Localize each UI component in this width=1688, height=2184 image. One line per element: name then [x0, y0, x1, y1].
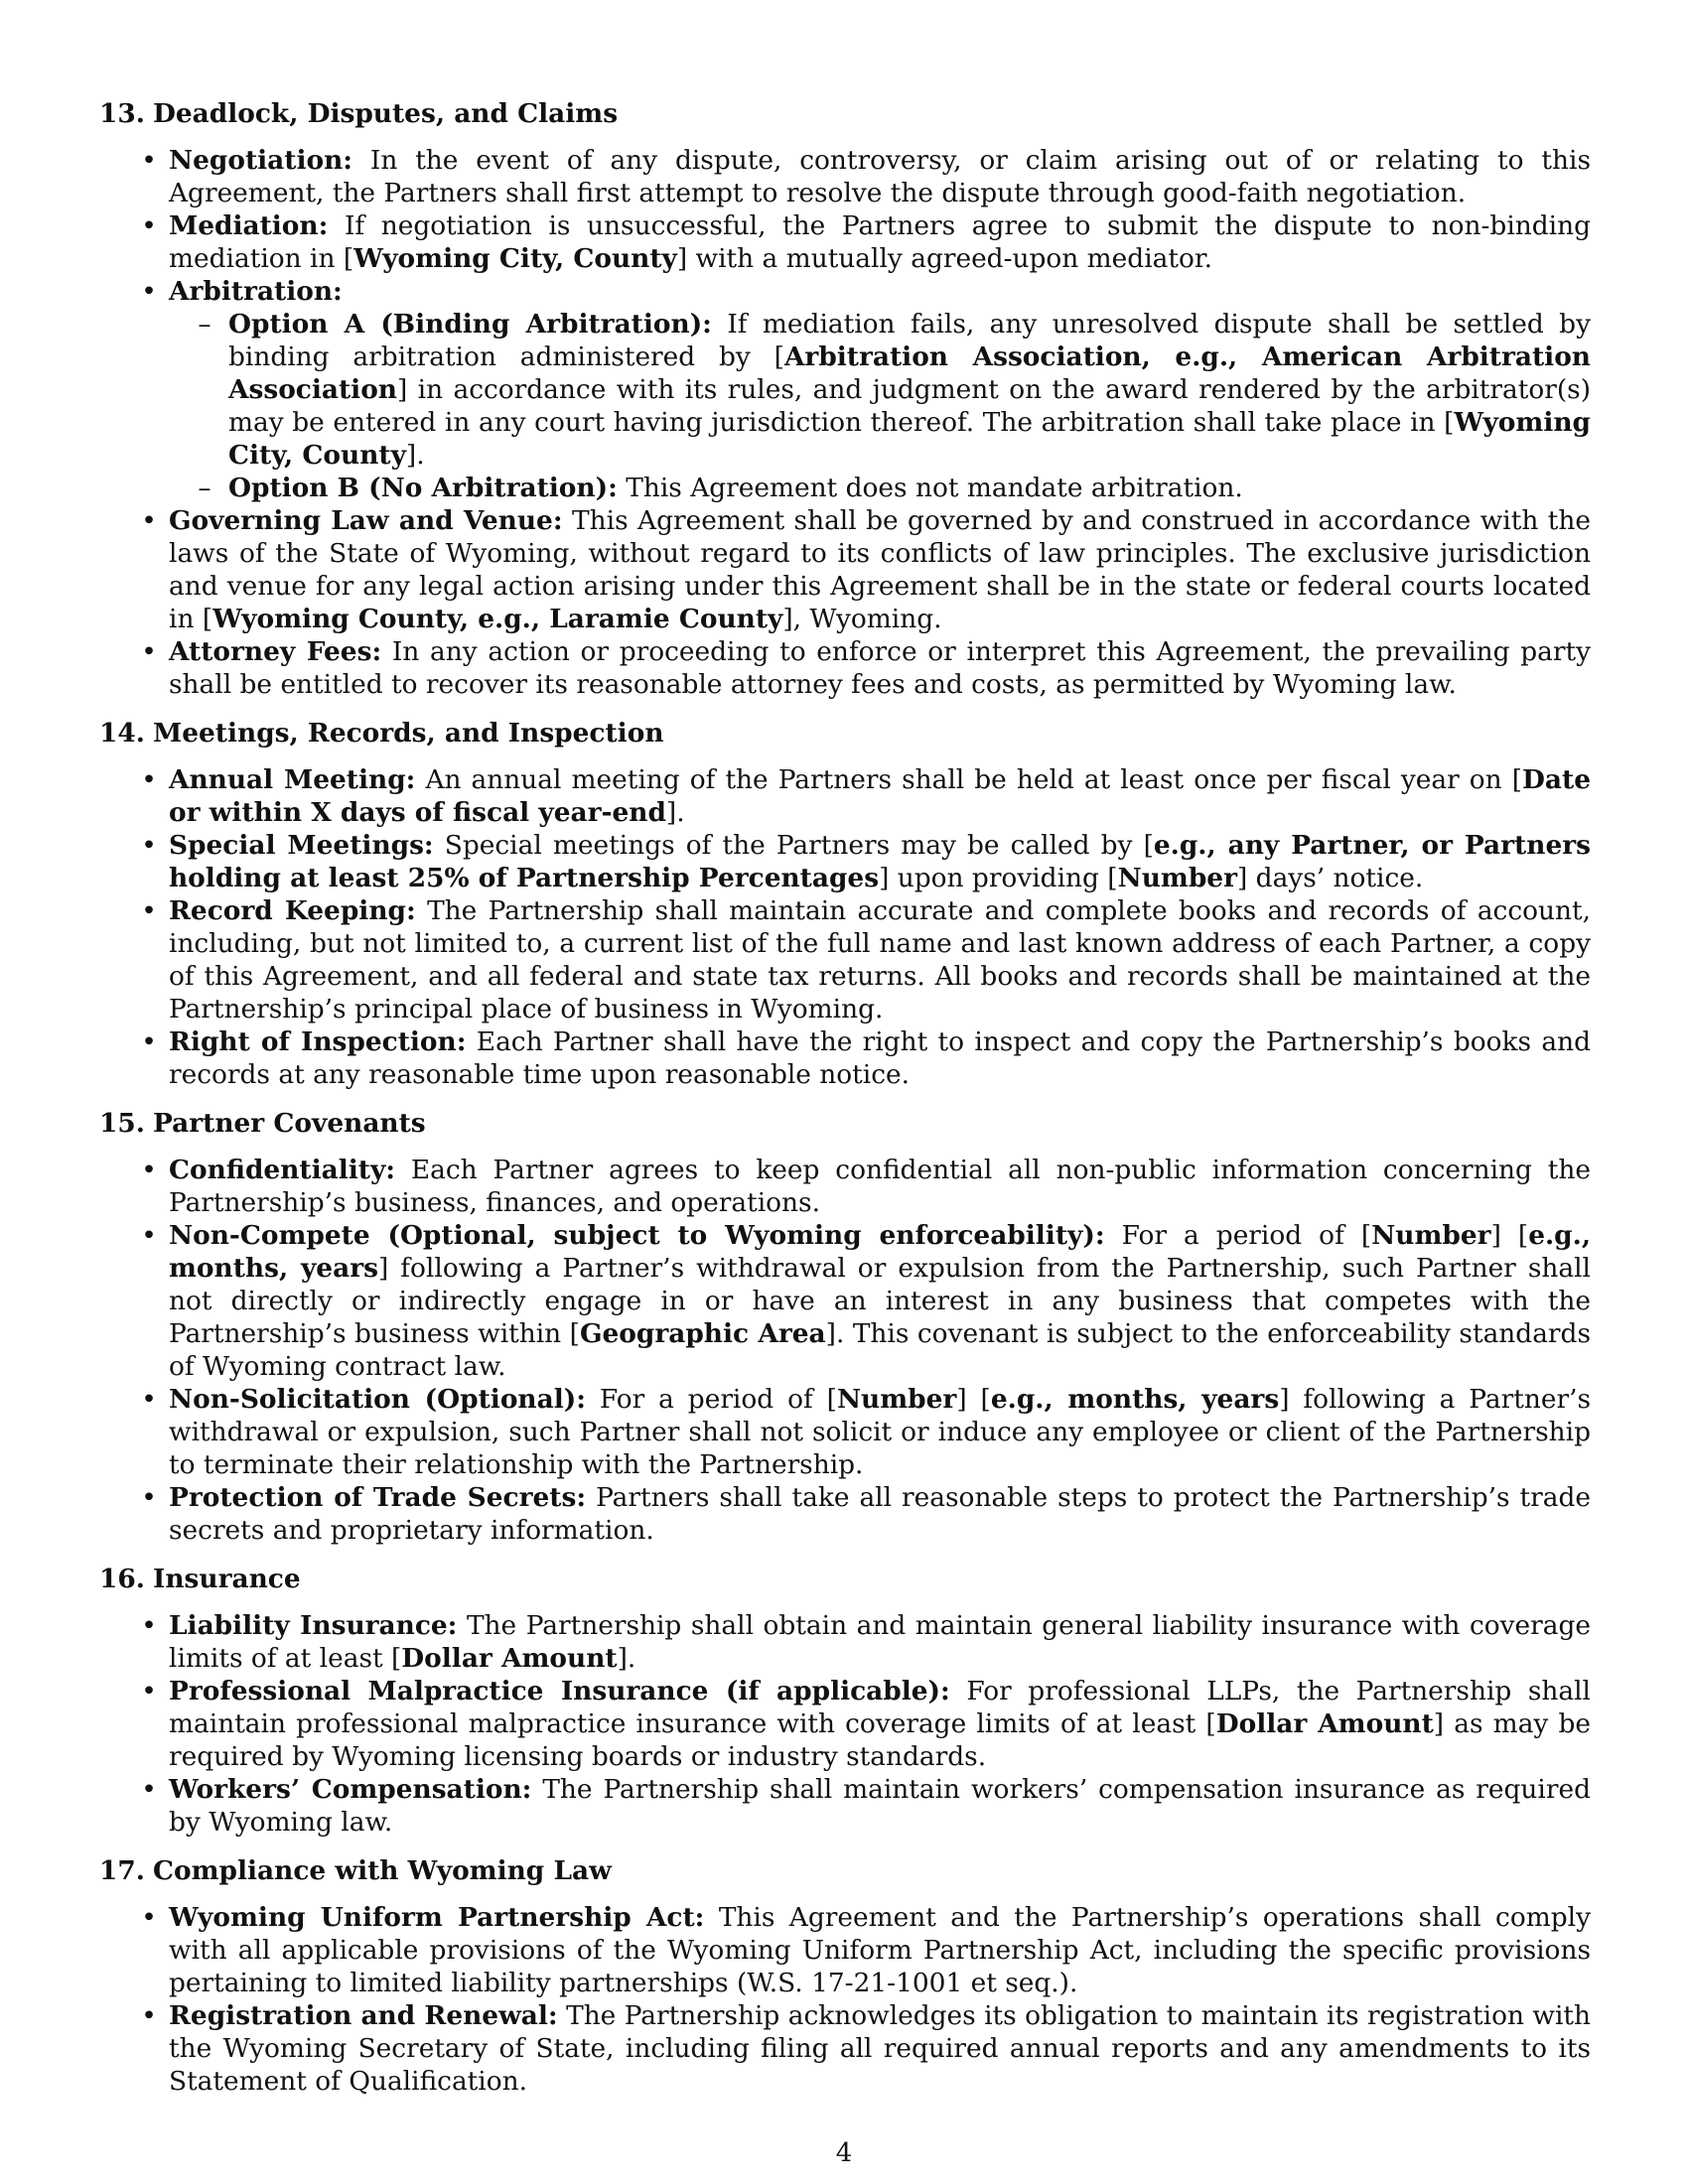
bold-text: Annual Meeting: — [169, 764, 416, 795]
list-item — [99, 1481, 1591, 1547]
section-title: Insurance — [153, 1564, 301, 1594]
text-run: The Partnership shall maintain accurate and complete books and records of account, including, but not limited to, a current list of the full name and last known address of each Partner, a copy of this Agreement, and all federal and state tax returns. All books and records shall be maintained at the Partnership’s principal place of business in Wyoming. — [169, 895, 1591, 1024]
text-run: The Partnership acknowledges its obligation to maintain its registration with the Wyoming Secretary of State, including filing all required annual reports and any amendments to its Statement of Qualification. — [169, 2000, 1591, 2097]
bullet-icon: • — [141, 145, 157, 176]
bullet-list — [99, 1609, 1591, 1839]
bold-text: Geographic Area — [579, 1318, 826, 1349]
text-run: ] upon providing [ — [879, 863, 1118, 893]
bullet-icon: • — [141, 895, 157, 926]
section-15 — [99, 1107, 1591, 1547]
sub-list — [169, 308, 1591, 504]
section-heading — [99, 1854, 1591, 1887]
text-run: ]. This covenant is subject to the enforceability standards of Wyoming contract law. — [169, 1318, 1591, 1382]
bold-text: Special Meetings: — [169, 830, 434, 861]
bold-text: Right of Inspection: — [169, 1026, 467, 1057]
text-run: ] [ — [1490, 1220, 1529, 1251]
text-run: ]. — [617, 1643, 636, 1674]
text-run: ] following a Partner’s withdrawal or expulsion, such Partner shall not solicit or induce any employee or client of the Partnership to terminate their relationship with the Partnership. — [169, 1384, 1591, 1480]
text-run: ] [ — [956, 1384, 991, 1415]
section-16 — [99, 1563, 1591, 1839]
list-item — [99, 1383, 1591, 1481]
text-run: ] in accordance with its rules, and judgment on the award rendered by the arbitrator(s) may be entered in any court having jurisdiction thereof. The arbitration shall take place in [ — [228, 374, 1591, 438]
bullet-icon: • — [141, 1384, 157, 1415]
bold-text: Workers’ Compensation: — [169, 1774, 532, 1805]
list-item — [99, 144, 1591, 209]
bold-text: Dollar Amount — [1215, 1708, 1434, 1739]
bold-text: Number — [1371, 1220, 1491, 1251]
bullet-icon: • — [141, 830, 157, 861]
document-body — [99, 97, 1591, 2114]
section-heading — [99, 1107, 1591, 1140]
bold-text: Confidentiality: — [169, 1155, 396, 1185]
list-item — [99, 1154, 1591, 1219]
text-run: ]. — [405, 440, 425, 471]
list-item — [99, 829, 1591, 894]
text-run: ], Wyoming. — [782, 604, 942, 634]
sub-list-item — [169, 472, 1591, 504]
bold-text: Option B (No Arbitration): — [228, 473, 618, 503]
section-heading — [99, 97, 1591, 130]
text-run: This Agreement does not mandate arbitration. — [617, 473, 1243, 503]
text-run: Each Partner shall have the right to inspect and copy the Partnership’s books and records at any reasonable time upon reasonable notice. — [169, 1026, 1591, 1090]
text-run: ] days’ notice. — [1236, 863, 1424, 893]
list-item — [99, 635, 1591, 701]
list-item — [99, 209, 1591, 275]
bold-text: Arbitration Association, e.g., American Arbitration Association — [228, 341, 1591, 405]
bullet-icon: • — [141, 1155, 157, 1185]
bold-text: Liability Insurance: — [169, 1610, 458, 1641]
text-run: For a period of [ — [585, 1384, 837, 1415]
list-item — [99, 1773, 1591, 1839]
text-run: ] with a mutually agreed-upon mediator. — [676, 243, 1212, 274]
bullet-icon: • — [141, 210, 157, 241]
sub-list-item — [169, 308, 1591, 472]
section-number: 13. — [99, 98, 145, 129]
section-heading — [99, 1563, 1591, 1595]
list-item — [99, 894, 1591, 1025]
bullet-icon: • — [141, 1774, 157, 1805]
bullet-list — [99, 1901, 1591, 2098]
text-run: ]. — [665, 797, 685, 828]
bullet-list — [99, 1154, 1591, 1547]
list-item — [99, 275, 1591, 504]
bold-text: e.g., any Partner, or Partners holding at least 25% of Partnership Percentages — [169, 830, 1591, 893]
list-item — [99, 1901, 1591, 1999]
section-13 — [99, 97, 1591, 701]
section-number: 17. — [99, 1855, 145, 1886]
list-item — [99, 1675, 1591, 1773]
list-item — [99, 1609, 1591, 1675]
text-run: ] following a Partner’s withdrawal or expulsion from the Partnership, such Partner shall not directly or indirectly engage in or have an interest in any business that competes with the Partnership’s business within [ — [169, 1253, 1591, 1349]
text-run: The Partnership shall obtain and maintain general liability insurance with coverage limits of at least [ — [169, 1610, 1591, 1674]
bullet-icon: • — [141, 1902, 157, 1933]
bold-text: Registration and Renewal: — [169, 2000, 558, 2031]
section-title: Compliance with Wyoming Law — [153, 1855, 612, 1886]
text-run: For a period of [ — [1104, 1220, 1372, 1251]
bold-text: Non-Compete (Optional, subject to Wyoming enforceability): — [169, 1220, 1105, 1251]
section-title: Partner Covenants — [153, 1108, 426, 1139]
text-run: ] as may be required by Wyoming licensing boards or industry standards. — [169, 1708, 1592, 1772]
bullet-icon: • — [141, 2000, 157, 2031]
text-run: If mediation fails, any unresolved dispute shall be settled by binding arbitration administered by [ — [228, 309, 1591, 372]
bold-text: Protection of Trade Secrets: — [169, 1482, 587, 1513]
section-17 — [99, 1854, 1591, 2098]
list-item — [99, 1219, 1591, 1383]
page-number: 4 — [835, 2138, 853, 2168]
text-run: Special meetings of the Partners may be called by [ — [433, 830, 1154, 861]
bullet-icon: • — [141, 1610, 157, 1641]
section-number: 15. — [99, 1108, 145, 1139]
bullet-list — [99, 144, 1591, 701]
bullet-icon: • — [141, 764, 157, 795]
text-run: This Agreement and the Partnership’s operations shall comply with all applicable provisions of the Wyoming Uniform Partnership Act, including the specific provisions pertaining to limited liability partnerships (W.S. 17-21-1001 et seq.). — [169, 1902, 1591, 1998]
text-run: In any action or proceeding to enforce or interpret this Agreement, the prevailing party shall be entitled to recover its reasonable attorney fees and costs, as permitted by Wyoming law. — [169, 636, 1591, 700]
text-run: This Agreement shall be governed by and construed in accordance with the laws of the State of Wyoming, without regard to its conflicts of law principles. The exclusive jurisdiction and venue for any legal action arising under this Agreement shall be in the state or federal courts located in [ — [169, 505, 1592, 634]
bold-text: Wyoming County, e.g., Laramie County — [212, 604, 783, 634]
bullet-icon: • — [141, 1482, 157, 1513]
bold-text: e.g., months, years — [990, 1384, 1280, 1415]
bold-text: Wyoming Uniform Partnership Act: — [169, 1902, 705, 1933]
section-14 — [99, 717, 1591, 1091]
bold-text: Governing Law and Venue: — [169, 505, 563, 536]
list-item — [99, 504, 1591, 635]
list-item — [99, 763, 1591, 829]
bold-text: Wyoming City, County — [353, 243, 677, 274]
bullet-icon: • — [141, 276, 157, 307]
section-title: Deadlock, Disputes, and Claims — [153, 98, 619, 129]
text-run: If negotiation is unsuccessful, the Partners agree to submit the dispute to non-binding mediation in [ — [169, 210, 1591, 274]
list-item — [99, 1999, 1591, 2098]
bold-text: Mediation: — [169, 210, 329, 241]
bold-text: Dollar Amount — [401, 1643, 618, 1674]
text-run: In the event of any dispute, controversy, or claim arising out of or relating to this Agreement, the Partners shall first attempt to resolve the dispute through good-faith negotiation. — [169, 145, 1591, 208]
text-run: For professional LLPs, the Partnership shall maintain professional malpractice insurance with coverage limits of at least [ — [169, 1676, 1592, 1739]
section-heading — [99, 717, 1591, 750]
section-title: Meetings, Records, and Inspection — [153, 718, 664, 749]
bold-text: Negotiation: — [169, 145, 353, 176]
bullet-icon: • — [141, 636, 157, 667]
dash-icon: – — [198, 473, 211, 503]
bold-text: Record Keeping: — [169, 895, 416, 926]
text-run: Partners shall take all reasonable steps to protect the Partnership’s trade secrets and proprietary information. — [169, 1482, 1591, 1546]
bold-text: Professional Malpractice Insurance (if applicable): — [169, 1676, 950, 1706]
bullet-list — [99, 763, 1591, 1091]
bold-text: Arbitration: — [169, 276, 343, 307]
bullet-icon: • — [141, 1220, 157, 1251]
section-number: 14. — [99, 718, 145, 749]
bullet-icon: • — [141, 1676, 157, 1706]
bold-text: Wyoming City, County — [228, 407, 1591, 471]
bold-text: e.g., months, years — [169, 1220, 1592, 1284]
bold-text: Option A (Binding Arbitration): — [228, 309, 712, 340]
text-run: Each Partner agrees to keep confidential all non-public information concerning the Partnership’s business, finances, and operations. — [169, 1155, 1591, 1218]
bold-text: Non-Solicitation (Optional): — [169, 1384, 586, 1415]
bold-text: Attorney Fees: — [169, 636, 382, 667]
text-run: An annual meeting of the Partners shall be held at least once per fiscal year on [ — [415, 764, 1523, 795]
bold-text: Number — [836, 1384, 957, 1415]
bold-text: Number — [1117, 863, 1237, 893]
bullet-icon: • — [141, 1026, 157, 1057]
bullet-icon: • — [141, 505, 157, 536]
dash-icon: – — [198, 309, 211, 340]
list-item — [99, 1025, 1591, 1091]
text-run: The Partnership shall maintain workers’ compensation insurance as required by Wyoming law. — [169, 1774, 1591, 1838]
section-number: 16. — [99, 1564, 145, 1594]
bold-text: Date or within X days of fiscal year-end — [169, 764, 1591, 828]
